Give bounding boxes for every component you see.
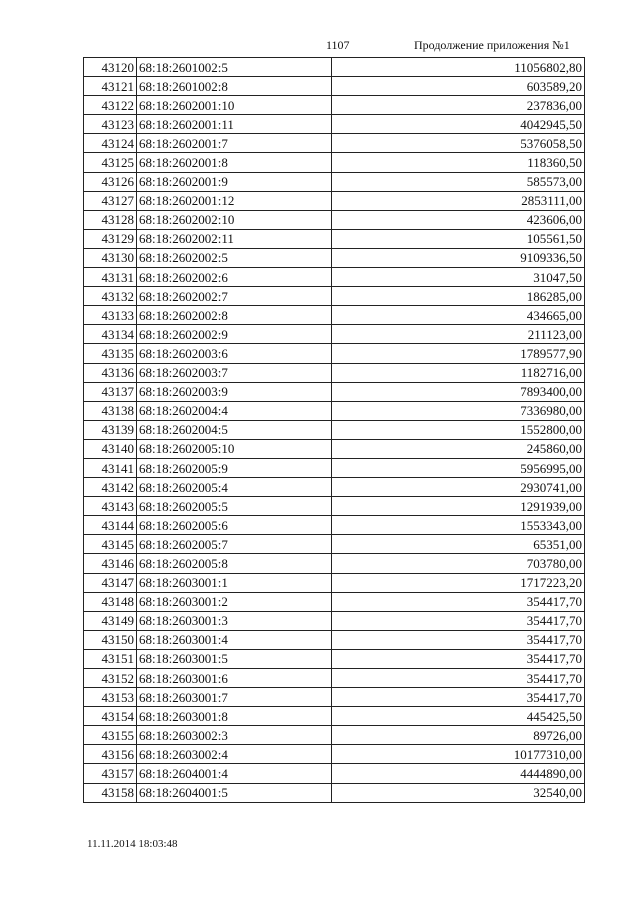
cadastral-number-cell: 68:18:2603001:1: [137, 573, 332, 592]
row-number-cell: 43140: [84, 439, 137, 458]
table-row: [84, 516, 585, 535]
cadastral-value-cell: 65351,00: [332, 535, 585, 554]
row-number-cell: 43120: [84, 58, 137, 77]
row-number-cell: 43127: [84, 191, 137, 210]
cadastral-number-cell: 68:18:2602002:7: [137, 287, 332, 306]
row-number-cell: 43131: [84, 268, 137, 287]
cadastral-value-cell: 5376058,50: [332, 134, 585, 153]
row-number-cell: 43129: [84, 229, 137, 248]
cadastral-number-cell: 68:18:2602002:6: [137, 268, 332, 287]
cadastral-value-cell: 9109336,50: [332, 248, 585, 267]
table-row: [84, 726, 585, 745]
table-row: [84, 229, 585, 248]
cadastral-value-cell: 105561,50: [332, 229, 585, 248]
table-row: [84, 153, 585, 172]
cadastral-value-cell: 32540,00: [332, 783, 585, 802]
table-row: [84, 191, 585, 210]
cadastral-value-cell: 237836,00: [332, 96, 585, 115]
row-number-cell: 43128: [84, 210, 137, 229]
table-row: [84, 325, 585, 344]
cadastral-value-cell: 7893400,00: [332, 382, 585, 401]
cadastral-number-cell: 68:18:2602001:7: [137, 134, 332, 153]
cadastral-value-cell: 31047,50: [332, 268, 585, 287]
cadastral-number-cell: 68:18:2603001:5: [137, 649, 332, 668]
cadastral-value-cell: 1552800,00: [332, 420, 585, 439]
cadastral-number-cell: 68:18:2602002:8: [137, 306, 332, 325]
row-number-cell: 43141: [84, 458, 137, 477]
cadastral-value-cell: 89726,00: [332, 726, 585, 745]
table-row: [84, 554, 585, 573]
row-number-cell: 43146: [84, 554, 137, 573]
cadastral-value-cell: 1553343,00: [332, 516, 585, 535]
cadastral-number-cell: 68:18:2602003:6: [137, 344, 332, 363]
cadastral-number-cell: 68:18:2602002:10: [137, 210, 332, 229]
cadastral-number-cell: 68:18:2602004:4: [137, 401, 332, 420]
row-number-cell: 43137: [84, 382, 137, 401]
row-number-cell: 43156: [84, 745, 137, 764]
cadastral-value-cell: 1182716,00: [332, 363, 585, 382]
cadastral-value-cell: 10177310,00: [332, 745, 585, 764]
cadastral-value-cell: 354417,70: [332, 688, 585, 707]
print-timestamp: 11.11.2014 18:03:48: [87, 838, 178, 850]
cadastral-value-cell: 354417,70: [332, 611, 585, 630]
cadastral-number-cell: 68:18:2602001:10: [137, 96, 332, 115]
table-row: [84, 287, 585, 306]
row-number-cell: 43154: [84, 707, 137, 726]
table-row: [84, 401, 585, 420]
row-number-cell: 43148: [84, 592, 137, 611]
row-number-cell: 43125: [84, 153, 137, 172]
cadastral-number-cell: 68:18:2602005:5: [137, 497, 332, 516]
row-number-cell: 43150: [84, 630, 137, 649]
cadastral-value-cell: 4042945,50: [332, 115, 585, 134]
cadastral-number-cell: 68:18:2602005:6: [137, 516, 332, 535]
table-row: [84, 248, 585, 267]
cadastral-number-cell: 68:18:2602005:8: [137, 554, 332, 573]
cadastral-value-cell: 354417,70: [332, 649, 585, 668]
row-number-cell: 43153: [84, 688, 137, 707]
cadastral-value-cell: 354417,70: [332, 592, 585, 611]
cadastral-value-cell: 423606,00: [332, 210, 585, 229]
row-number-cell: 43147: [84, 573, 137, 592]
continuation-label: Продолжение приложения №1: [414, 38, 570, 52]
page-number: 1107: [326, 38, 350, 52]
row-number-cell: 43151: [84, 649, 137, 668]
row-number-cell: 43152: [84, 669, 137, 688]
cadastral-value-cell: 245860,00: [332, 439, 585, 458]
row-number-cell: 43132: [84, 287, 137, 306]
row-number-cell: 43142: [84, 478, 137, 497]
row-number-cell: 43126: [84, 172, 137, 191]
table-row: [84, 611, 585, 630]
table-row: [84, 497, 585, 516]
row-number-cell: 43139: [84, 420, 137, 439]
table-row: [84, 58, 585, 77]
table-row: [84, 707, 585, 726]
cadastral-number-cell: 68:18:2602003:9: [137, 382, 332, 401]
cadastral-number-cell: 68:18:2603001:6: [137, 669, 332, 688]
cadastral-number-cell: 68:18:2604001:5: [137, 783, 332, 802]
table-row: [84, 306, 585, 325]
cadastral-value-cell: 354417,70: [332, 630, 585, 649]
cadastral-number-cell: 68:18:2603002:3: [137, 726, 332, 745]
cadastral-value-cell: 211123,00: [332, 325, 585, 344]
row-number-cell: 43149: [84, 611, 137, 630]
cadastral-number-cell: 68:18:2602001:8: [137, 153, 332, 172]
table-row: [84, 115, 585, 134]
row-number-cell: 43124: [84, 134, 137, 153]
row-number-cell: 43138: [84, 401, 137, 420]
row-number-cell: 43122: [84, 96, 137, 115]
row-number-cell: 43135: [84, 344, 137, 363]
cadastral-number-cell: 68:18:2601002:8: [137, 77, 332, 96]
row-number-cell: 43145: [84, 535, 137, 554]
cadastral-number-cell: 68:18:2603001:7: [137, 688, 332, 707]
table-row: [84, 783, 585, 802]
cadastral-value-cell: 5956995,00: [332, 458, 585, 477]
cadastral-value-cell: 585573,00: [332, 172, 585, 191]
table-row: [84, 77, 585, 96]
table-row: [84, 630, 585, 649]
table-row: [84, 134, 585, 153]
cadastral-number-cell: 68:18:2602003:7: [137, 363, 332, 382]
cadastral-value-cell: 434665,00: [332, 306, 585, 325]
cadastral-number-cell: 68:18:2602005:7: [137, 535, 332, 554]
table-row: [84, 363, 585, 382]
cadastral-number-cell: 68:18:2602004:5: [137, 420, 332, 439]
cadastral-value-cell: 354417,70: [332, 669, 585, 688]
row-number-cell: 43123: [84, 115, 137, 134]
table-row: [84, 573, 585, 592]
row-number-cell: 43158: [84, 783, 137, 802]
table-row: [84, 344, 585, 363]
cadastral-value-cell: 118360,50: [332, 153, 585, 172]
table-row: [84, 592, 585, 611]
cadastral-value-table: [83, 57, 585, 803]
cadastral-number-cell: 68:18:2602002:5: [137, 248, 332, 267]
cadastral-number-cell: 68:18:2603002:4: [137, 745, 332, 764]
cadastral-value-cell: 445425,50: [332, 707, 585, 726]
cadastral-value-cell: 7336980,00: [332, 401, 585, 420]
row-number-cell: 43134: [84, 325, 137, 344]
table-row: [84, 172, 585, 191]
cadastral-value-cell: 1789577,90: [332, 344, 585, 363]
row-number-cell: 43121: [84, 77, 137, 96]
cadastral-number-cell: 68:18:2602005:4: [137, 478, 332, 497]
row-number-cell: 43133: [84, 306, 137, 325]
row-number-cell: 43130: [84, 248, 137, 267]
table-row: [84, 268, 585, 287]
table-row: [84, 745, 585, 764]
cadastral-number-cell: 68:18:2602005:9: [137, 458, 332, 477]
cadastral-value-cell: 2930741,00: [332, 478, 585, 497]
cadastral-number-cell: 68:18:2603001:8: [137, 707, 332, 726]
table-row: [84, 96, 585, 115]
cadastral-number-cell: 68:18:2602005:10: [137, 439, 332, 458]
table-row: [84, 420, 585, 439]
cadastral-number-cell: 68:18:2602002:11: [137, 229, 332, 248]
table-row: [84, 382, 585, 401]
cadastral-number-cell: 68:18:2602001:9: [137, 172, 332, 191]
cadastral-value-cell: 1717223,20: [332, 573, 585, 592]
table-row: [84, 458, 585, 477]
table-row: [84, 764, 585, 783]
cadastral-value-cell: 4444890,00: [332, 764, 585, 783]
cadastral-value-cell: 1291939,00: [332, 497, 585, 516]
table-body: [84, 58, 585, 803]
row-number-cell: 43143: [84, 497, 137, 516]
cadastral-value-cell: 186285,00: [332, 287, 585, 306]
cadastral-number-cell: 68:18:2602001:11: [137, 115, 332, 134]
row-number-cell: 43155: [84, 726, 137, 745]
cadastral-number-cell: 68:18:2601002:5: [137, 58, 332, 77]
table-row: [84, 210, 585, 229]
cadastral-number-cell: 68:18:2603001:3: [137, 611, 332, 630]
table-row: [84, 478, 585, 497]
cadastral-number-cell: 68:18:2604001:4: [137, 764, 332, 783]
cadastral-value-cell: 2853111,00: [332, 191, 585, 210]
row-number-cell: 43144: [84, 516, 137, 535]
cadastral-value-cell: 703780,00: [332, 554, 585, 573]
row-number-cell: 43157: [84, 764, 137, 783]
cadastral-value-cell: 11056802,80: [332, 58, 585, 77]
table-row: [84, 649, 585, 668]
cadastral-number-cell: 68:18:2602002:9: [137, 325, 332, 344]
cadastral-number-cell: 68:18:2603001:4: [137, 630, 332, 649]
cadastral-number-cell: 68:18:2602001:12: [137, 191, 332, 210]
table-row: [84, 535, 585, 554]
table-row: [84, 669, 585, 688]
row-number-cell: 43136: [84, 363, 137, 382]
cadastral-value-cell: 603589,20: [332, 77, 585, 96]
table-row: [84, 439, 585, 458]
table-row: [84, 688, 585, 707]
cadastral-number-cell: 68:18:2603001:2: [137, 592, 332, 611]
